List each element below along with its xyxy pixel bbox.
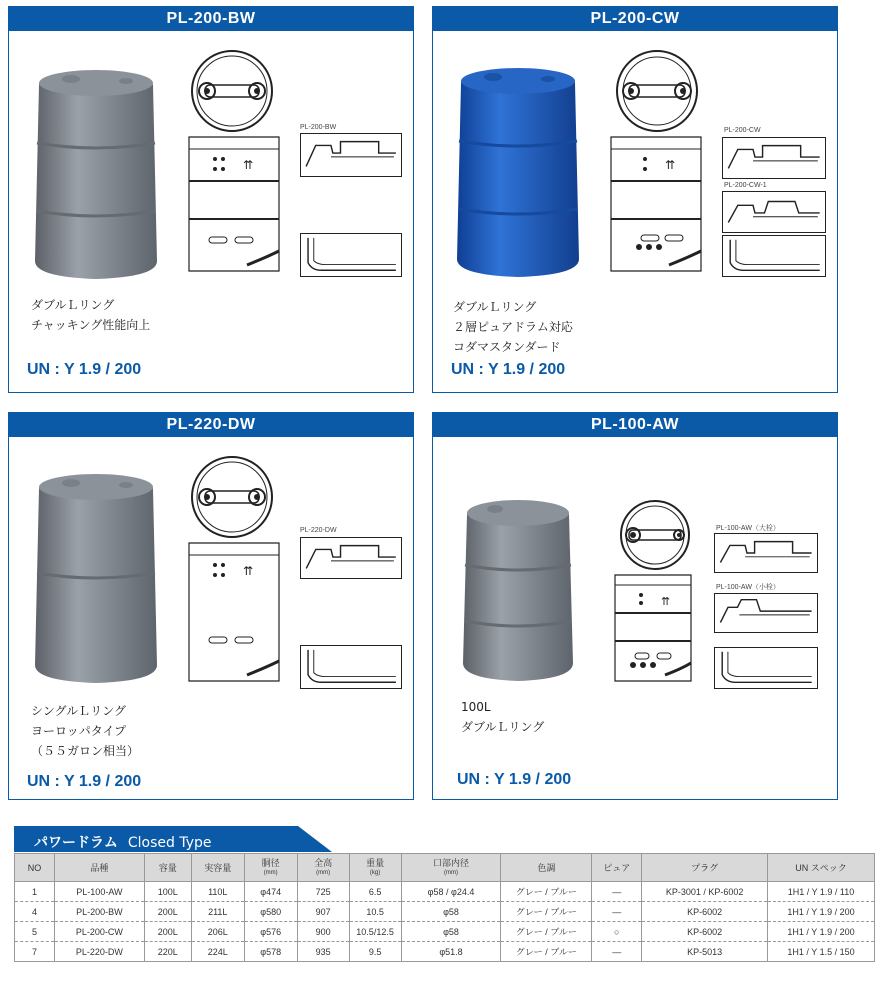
table-cell: PL-200-BW — [54, 902, 144, 922]
text-label: 全高 — [314, 857, 333, 868]
text-label: 色調 — [537, 862, 556, 873]
table-cell: — — [592, 942, 642, 962]
text-label: 品種 — [90, 862, 109, 873]
table-cell: PL-220-DW — [54, 942, 144, 962]
svg-text:⇈: ⇈ — [243, 158, 254, 172]
table-cell: 907 — [297, 902, 349, 922]
text-label: ダブルＬリング — [461, 720, 545, 734]
table-cell: ○ — [592, 922, 642, 942]
table-cell: PL-200-CW — [54, 922, 144, 942]
table-cell: グレー / ブルー — [501, 922, 592, 942]
table-cell: — — [592, 902, 642, 922]
product-description — [31, 295, 150, 335]
table-cell: φ51.8 — [401, 942, 501, 962]
table-cell: 1 — [15, 882, 55, 902]
text-label: 重量 — [366, 857, 385, 868]
table-cell: 1H1 / Y 1.5 / 150 — [768, 942, 875, 962]
text-label: 実容量 — [204, 862, 232, 873]
drum-top-view-diagram — [187, 453, 277, 539]
text-label: プラグ — [691, 862, 719, 873]
table-cell: KP-6002 — [642, 922, 768, 942]
table-banner-title — [34, 832, 212, 852]
table-cell: — — [592, 882, 642, 902]
header-plug — [642, 854, 768, 882]
table-cell: φ58 — [401, 902, 501, 922]
product-description — [461, 697, 544, 737]
drum-image — [31, 469, 161, 687]
header-no — [15, 854, 55, 882]
text-label: 容量 — [158, 862, 177, 873]
svg-text:⇈: ⇈ — [661, 595, 671, 608]
text-label: シングルＬリング — [31, 704, 126, 718]
text-label: ヨーロッパタイプ — [31, 724, 127, 738]
detail-section-diagram — [300, 133, 402, 177]
header-actual-capacity — [191, 854, 244, 882]
header-opening — [401, 854, 501, 882]
header-diameter — [244, 854, 297, 882]
text-label: 100L — [461, 700, 491, 714]
table-cell: グレー / ブルー — [501, 882, 592, 902]
text-label: （５５ガロン相当） — [31, 744, 140, 758]
drum-side-view-diagram — [609, 131, 705, 277]
table-cell: 206L — [191, 922, 244, 942]
product-title: PL-100-AW — [433, 413, 837, 437]
table-cell: 935 — [297, 942, 349, 962]
table-cell: KP-3001 / KP-6002 — [642, 882, 768, 902]
table-cell: φ580 — [244, 902, 297, 922]
drum-image — [31, 65, 161, 283]
table-header-row — [15, 854, 875, 882]
detail-section-diagram — [722, 191, 826, 233]
table-cell: 7 — [15, 942, 55, 962]
table-cell: 1H1 / Y 1.9 / 200 — [768, 902, 875, 922]
detail-bottom-diagram — [300, 645, 402, 689]
text-label: (kg) — [369, 869, 381, 876]
header-capacity — [144, 854, 191, 882]
table-cell: PL-100-AW — [54, 882, 144, 902]
table-row — [15, 922, 875, 942]
table-cell: 110L — [191, 882, 244, 902]
table-cell: KP-6002 — [642, 902, 768, 922]
detail-section-diagram — [300, 537, 402, 579]
text-label: (mm) — [263, 869, 278, 876]
text-label: Closed Type — [127, 835, 212, 851]
product-title: PL-200-BW — [9, 7, 413, 31]
table-cell: 1H1 / Y 1.9 / 200 — [768, 922, 875, 942]
product-card-pl-220-dw — [8, 412, 414, 800]
table-cell: 10.5 — [349, 902, 401, 922]
drum-side-view-diagram — [613, 569, 695, 687]
product-card-pl-200-cw — [432, 6, 838, 393]
header-color — [501, 854, 592, 882]
header-model — [54, 854, 144, 882]
un-spec: UN : Y 1.9 / 200 — [27, 361, 142, 378]
table-cell: 5 — [15, 922, 55, 942]
product-title: PL-220-DW — [9, 413, 413, 437]
drum-image — [459, 495, 577, 683]
table-cell: 4 — [15, 902, 55, 922]
detail-caption: PL-100-AW（大栓） — [716, 525, 780, 532]
product-card-pl-100-aw — [432, 412, 838, 800]
drum-side-view-diagram — [187, 131, 283, 277]
text-label: ピュア — [603, 862, 631, 873]
drum-top-view-diagram — [609, 47, 705, 133]
detail-caption: PL-200-CW-1 — [724, 182, 767, 189]
detail-caption: PL-200-BW — [300, 124, 337, 131]
table-cell: φ576 — [244, 922, 297, 942]
text-label: ダブルＬリング — [31, 298, 115, 312]
table-cell: グレー / ブルー — [501, 902, 592, 922]
detail-caption: PL-220-DW — [300, 527, 337, 534]
text-label: 胴径 — [261, 857, 280, 868]
un-spec: UN : Y 1.9 / 200 — [457, 771, 572, 788]
table-cell: 725 — [297, 882, 349, 902]
header-weight — [349, 854, 401, 882]
text-label: ２層ピュアドラム対応 — [453, 320, 573, 334]
detail-section-diagram — [714, 533, 818, 573]
detail-caption: PL-100-AW（小栓） — [716, 584, 780, 591]
table-cell: KP-5013 — [642, 942, 768, 962]
detail-bottom-diagram — [300, 233, 402, 277]
product-description — [453, 297, 573, 357]
table-cell: 10.5/12.5 — [349, 922, 401, 942]
table-row — [15, 882, 875, 902]
spec-table — [14, 853, 875, 962]
un-spec: UN : Y 1.9 / 200 — [451, 361, 566, 378]
table-row — [15, 942, 875, 962]
detail-bottom-diagram — [722, 235, 826, 277]
text-label: (mm) — [316, 869, 331, 876]
table-row — [15, 902, 875, 922]
drum-top-view-diagram — [613, 497, 697, 571]
table-cell: 200L — [144, 902, 191, 922]
table-cell: グレー / ブルー — [501, 942, 592, 962]
svg-text:⇈: ⇈ — [665, 158, 676, 172]
text-label: コダマスタンダード — [453, 340, 561, 354]
detail-section-diagram — [714, 593, 818, 633]
un-spec: UN : Y 1.9 / 200 — [27, 773, 142, 790]
text-label: NO — [27, 862, 42, 873]
table-cell: φ58 — [401, 922, 501, 942]
product-card-pl-200-bw — [8, 6, 414, 393]
text-label: パワードラム — [34, 835, 118, 851]
table-cell: 6.5 — [349, 882, 401, 902]
table-cell: 1H1 / Y 1.9 / 110 — [768, 882, 875, 902]
text-label: ダブルＬリング — [453, 300, 537, 314]
drum-top-view-diagram — [187, 47, 277, 133]
detail-bottom-diagram — [714, 647, 818, 689]
table-cell: φ58 / φ24.4 — [401, 882, 501, 902]
header-pure — [592, 854, 642, 882]
table-cell: 9.5 — [349, 942, 401, 962]
drum-image — [453, 63, 583, 281]
text-label: (mm) — [444, 869, 458, 876]
table-cell: 220L — [144, 942, 191, 962]
text-label: 口部内径 — [432, 857, 469, 868]
table-cell: 900 — [297, 922, 349, 942]
table-cell: 211L — [191, 902, 244, 922]
header-height — [297, 854, 349, 882]
svg-text:⇈: ⇈ — [243, 564, 254, 578]
detail-caption: PL-200-CW — [724, 127, 761, 134]
table-cell: 200L — [144, 922, 191, 942]
text-label: UN スペック — [795, 862, 847, 873]
detail-section-diagram — [722, 137, 826, 179]
table-cell: 100L — [144, 882, 191, 902]
product-title: PL-200-CW — [433, 7, 837, 31]
table-cell: φ578 — [244, 942, 297, 962]
drum-side-view-diagram — [187, 537, 283, 687]
table-cell: φ474 — [244, 882, 297, 902]
product-description — [31, 701, 139, 761]
text-label: チャッキング性能向上 — [31, 318, 151, 332]
table-cell: 224L — [191, 942, 244, 962]
header-un-spec — [768, 854, 875, 882]
